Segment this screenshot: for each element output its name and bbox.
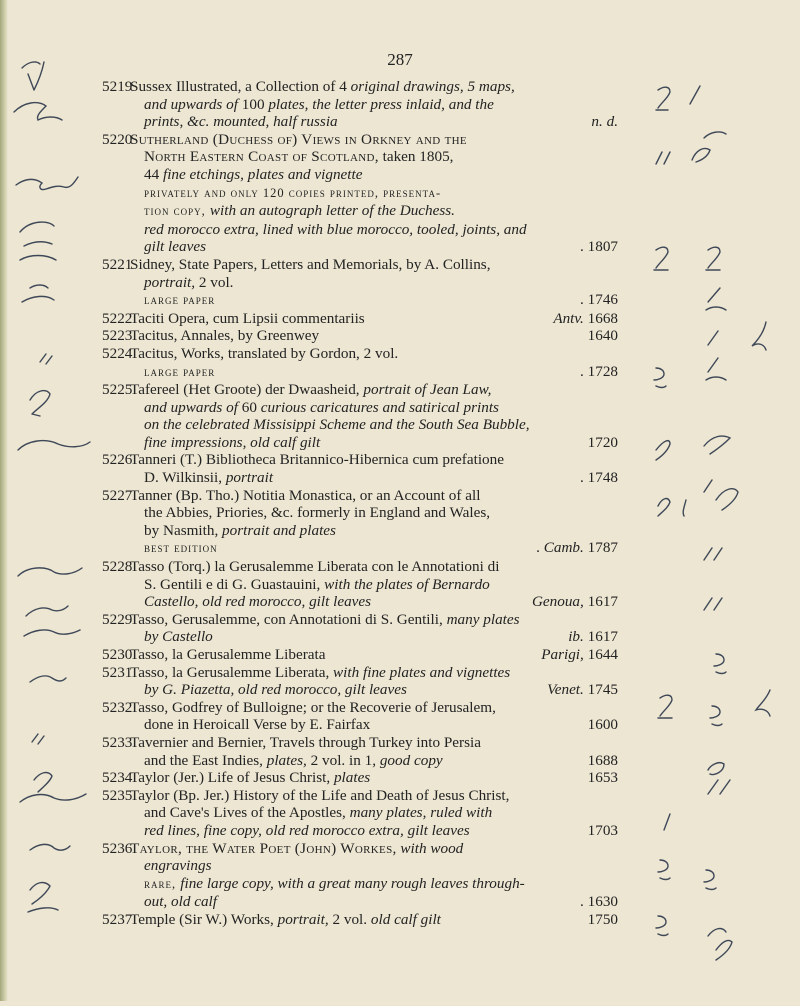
entry-text-segment: Tasso, Gerusalemme, con Annotationi di S. Gentili,	[130, 610, 447, 628]
entry-text-segment: Antv.	[553, 309, 588, 327]
entry-line	[130, 752, 618, 770]
entry-text-segment: Camb.	[543, 539, 588, 557]
entry-text-segment: . 1748	[580, 469, 618, 487]
description	[144, 593, 371, 611]
catalogue-listing	[102, 78, 618, 929]
description	[130, 487, 480, 505]
entry-text-segment: . 1728	[580, 362, 618, 380]
entry-line	[130, 327, 618, 345]
entry-text-segment: fine etchings, plates and vignette	[162, 165, 363, 183]
entry-text-segment: Tasso, la Gerusalemme Liberata	[130, 646, 326, 663]
entry-text-segment: and upwards of	[144, 398, 242, 416]
lot-number: 5221	[102, 255, 133, 273]
entry-text-segment: 1703	[587, 821, 618, 839]
entry-text-segment: Tasso, la Gerusalemme Liberata,	[130, 663, 334, 681]
imprint-date	[580, 327, 618, 345]
entry-text-segment: engravings	[144, 857, 212, 875]
catalogue-entry	[102, 487, 618, 558]
description	[130, 310, 365, 328]
entry-line	[130, 238, 618, 256]
imprint-date	[572, 291, 618, 310]
entry-line	[130, 576, 618, 594]
entry-text-segment: Castello, old red morocco, gilt leaves	[144, 593, 372, 611]
catalogue-entry	[102, 327, 618, 345]
imprint-date	[572, 469, 618, 487]
entry-line	[130, 96, 618, 114]
entry-text-segment: 1668	[587, 309, 618, 327]
catalogue-entry	[102, 558, 618, 611]
entry-text-segment: and Cave's Lives of the Apostles,	[144, 804, 350, 822]
entry-text-segment: fine impressions, old calf gilt	[144, 433, 321, 451]
entry-text-segment: 2 vol.	[332, 910, 371, 928]
catalogue-entry	[102, 78, 618, 131]
entry-line	[130, 148, 618, 166]
entry-text-segment: .	[536, 539, 544, 557]
entry-line	[130, 504, 618, 522]
lot-number: 5223	[102, 327, 133, 345]
description	[130, 327, 319, 345]
entry-line	[130, 363, 618, 382]
entry-text-segment: old calf gilt	[370, 910, 441, 928]
description	[144, 113, 338, 131]
imprint-date	[572, 363, 618, 382]
entry-line	[130, 310, 618, 328]
entry-line	[130, 911, 618, 929]
catalogue-entry	[102, 787, 618, 840]
description	[130, 611, 520, 629]
handwritten-prices	[620, 0, 800, 1001]
entry-text-segment: plates, the letter press inlaid, and the	[268, 95, 494, 113]
entry-text-segment: Tasso, Godfrey of Bulloigne; or the Recoverie of Jerusalem,	[130, 698, 496, 716]
entry-text-segment: Tasso (Torq.) la Gerusalemme Liberata con le Annotationi di	[130, 558, 500, 576]
entry-line	[130, 716, 618, 734]
entry-text-segment: Tacitus, Annales, by Greenwey	[130, 327, 320, 345]
entry-line	[130, 381, 618, 399]
entry-line	[130, 399, 618, 417]
description	[130, 78, 515, 96]
entry-text-segment: red morocco extra, lined with blue morocco, tooled, joints, and	[144, 220, 527, 238]
description	[144, 469, 273, 487]
catalogue-entry	[102, 611, 618, 646]
imprint-date	[533, 646, 618, 664]
catalogue-entry	[102, 381, 618, 451]
entry-line	[130, 664, 618, 682]
description	[144, 184, 441, 203]
entry-text-segment: by G. Piazetta, old red morocco, gilt leaves	[144, 681, 407, 699]
entry-line	[130, 857, 618, 875]
entry-line	[130, 558, 618, 576]
lot-number: 5235	[102, 786, 133, 804]
catalogue-entry	[102, 734, 618, 769]
entry-text-segment: Genoua,	[531, 593, 588, 611]
entry-text-segment: by Castello	[144, 628, 213, 646]
entry-text-segment: 1600	[587, 716, 618, 734]
imprint-date	[580, 769, 618, 787]
entry-text-segment: best edition	[144, 541, 218, 556]
catalogue-entry	[102, 310, 618, 328]
description	[144, 202, 455, 221]
entry-text-segment: portrait and plates	[222, 521, 336, 539]
entry-text-segment: portrait,	[144, 273, 199, 291]
lot-number: 5224	[102, 344, 133, 362]
entry-text-segment: Venet.	[547, 681, 588, 699]
entry-text-segment: 1688	[587, 751, 618, 769]
entry-text-segment: gilt leaves	[144, 238, 206, 256]
lot-number: 5230	[102, 646, 133, 663]
entry-text-segment: tion copy,	[144, 204, 210, 219]
description	[144, 628, 213, 646]
lot-number: 5231	[102, 663, 133, 681]
entry-text-segment: 2 vol. in 1,	[310, 751, 380, 769]
entry-text-segment: many plates, ruled with	[349, 804, 493, 822]
lot-number: 5227	[102, 486, 133, 504]
entry-text-segment: Taylor (Jer.) Life of Jesus Christ,	[130, 769, 334, 787]
entry-line	[130, 416, 618, 434]
imprint-date	[580, 822, 618, 840]
entry-line	[130, 681, 618, 699]
catalogue-entry	[102, 911, 618, 929]
entry-text-segment: 1617	[587, 593, 618, 611]
catalogue-entry	[102, 131, 618, 256]
description	[144, 804, 492, 822]
entry-text-segment: Taylor, the Water Poet (John) Workes,	[130, 839, 397, 857]
catalogue-entry	[102, 840, 618, 911]
imprint-date	[524, 593, 618, 611]
description	[144, 148, 453, 166]
entry-text-segment: portrait,	[277, 910, 333, 928]
entry-text-segment: 44	[144, 165, 163, 183]
imprint-date	[572, 893, 618, 911]
entry-text-segment: . 1746	[580, 291, 618, 309]
imprint-date	[580, 911, 618, 929]
entry-line	[130, 131, 618, 149]
description	[144, 416, 530, 434]
lot-number: 5229	[102, 610, 133, 628]
entry-line	[130, 166, 618, 184]
entry-line	[130, 434, 618, 452]
imprint-date	[583, 113, 618, 131]
entry-text-segment: and upwards of	[144, 95, 242, 113]
entry-line	[130, 113, 618, 131]
description	[130, 911, 441, 929]
imprint-date	[572, 238, 618, 256]
imprint-date	[528, 539, 618, 558]
entry-text-segment: rare,	[144, 876, 181, 891]
entry-line	[130, 487, 618, 505]
description	[144, 576, 490, 594]
lot-number: 5234	[102, 769, 133, 787]
entry-line	[130, 804, 618, 822]
entry-text-segment: many plates	[446, 610, 520, 628]
description	[130, 646, 325, 664]
entry-text-segment: with fine plates and vignettes	[333, 663, 511, 681]
description	[144, 363, 215, 382]
entry-text-segment: ib.	[568, 628, 588, 646]
entry-line	[130, 611, 618, 629]
entry-text-segment: 1644	[587, 646, 618, 663]
entry-text-segment: Sidney, State Papers, Letters and Memorials, by A. Collins,	[130, 255, 491, 273]
catalogue-entry	[102, 646, 618, 664]
description	[130, 451, 504, 469]
description	[144, 681, 407, 699]
description	[144, 274, 233, 292]
imprint-date	[560, 628, 618, 646]
entry-line	[130, 646, 618, 664]
lot-number: 5232	[102, 698, 133, 716]
entry-text-segment: plates,	[266, 751, 311, 769]
entry-line	[130, 593, 618, 611]
entry-text-segment: taken 1805,	[378, 148, 454, 166]
catalogue-entry	[102, 256, 618, 310]
entry-text-segment: Sutherland (Duchess of) Views in Orkney and the	[130, 130, 467, 148]
entry-text-segment: . 1807	[580, 238, 618, 256]
entry-line	[130, 840, 618, 858]
entry-line	[130, 184, 618, 203]
entry-text-segment: by Nasmith,	[144, 521, 223, 539]
entry-text-segment: Temple (Sir W.) Works,	[130, 910, 278, 928]
entry-line	[130, 539, 618, 558]
entry-line	[130, 78, 618, 96]
entry-line	[130, 893, 618, 911]
entry-line	[130, 787, 618, 805]
entry-text-segment: North Eastern Coast of Scotland,	[144, 148, 379, 166]
entry-line	[130, 522, 618, 540]
entry-line	[130, 469, 618, 487]
entry-text-segment: D. Wilkinsii,	[144, 469, 226, 487]
handwritten-buyer-names	[0, 0, 100, 1001]
entry-text-segment: privately and only 120 copies printed, presenta-	[144, 185, 442, 200]
entry-text-segment: Parigi,	[541, 646, 588, 663]
catalogue-entry	[102, 451, 618, 486]
entry-text-segment: Taylor (Bp. Jer.) History of the Life and Death of Jesus Christ,	[130, 786, 510, 804]
entry-text-segment: portrait	[225, 469, 274, 487]
entry-text-segment: with wood	[396, 839, 464, 857]
description	[130, 699, 496, 717]
description	[144, 291, 215, 310]
lot-number: 5228	[102, 558, 133, 576]
entry-text-segment: and the East Indies,	[144, 751, 267, 769]
lot-number: 5225	[102, 381, 133, 399]
entry-line	[130, 875, 618, 894]
imprint-date	[580, 434, 618, 452]
entry-text-segment: Taciti Opera, cum Lipsii commentariis	[130, 309, 365, 327]
entry-line	[130, 221, 618, 239]
entry-text-segment: . 1630	[580, 893, 618, 911]
description	[144, 522, 336, 540]
entry-text-segment: the Abbies, Priories, &c. formerly in England and Wales,	[144, 504, 491, 522]
description	[144, 752, 443, 770]
description	[130, 558, 499, 576]
imprint-date	[580, 716, 618, 734]
entry-text-segment: 1617	[587, 628, 618, 646]
entry-text-segment: 1750	[587, 910, 618, 928]
imprint-date	[545, 310, 618, 328]
description	[144, 893, 217, 911]
entry-line	[130, 256, 618, 274]
entry-line	[130, 345, 618, 363]
description	[144, 875, 525, 894]
entry-line	[130, 734, 618, 752]
catalogue-entry	[102, 769, 618, 787]
entry-line	[130, 699, 618, 717]
description	[144, 399, 499, 417]
entry-text-segment: Tanneri (T.) Bibliotheca Britannico-Hibernica cum prefatione	[130, 451, 504, 469]
entry-text-segment: 100	[241, 95, 269, 113]
description	[144, 238, 206, 256]
entry-text-segment: red lines, fine copy, old red morocco extra, gilt leaves	[144, 821, 470, 839]
entry-text-segment: with an autograph letter of the Duchess.	[209, 202, 455, 220]
description	[130, 131, 467, 149]
entry-text-segment: 1653	[587, 769, 618, 787]
catalogue-entry	[102, 699, 618, 734]
entry-text-segment: prints, &c. mounted, half russia	[144, 113, 338, 131]
entry-text-segment: Tavernier and Bernier, Travels through Turkey into Persia	[130, 733, 481, 751]
description	[144, 716, 370, 734]
description	[130, 256, 491, 274]
entry-text-segment: out, old calf	[144, 893, 217, 911]
description	[144, 504, 490, 522]
entry-text-segment: with the plates of Bernardo	[324, 575, 490, 593]
description	[130, 787, 509, 805]
entry-text-segment: Sussex Illustrated, a Collection of 4	[130, 78, 351, 95]
imprint-date	[539, 681, 618, 699]
lot-number: 5233	[102, 733, 133, 751]
entry-text-segment: 1640	[587, 327, 618, 345]
entry-text-segment: original drawings, 5 maps,	[350, 78, 515, 95]
entry-line	[130, 822, 618, 840]
page-number: 287	[387, 50, 413, 69]
entry-text-segment: curious caricatures and satirical prints	[260, 398, 499, 416]
entry-text-segment: Tanner (Bp. Tho.) Notitia Monastica, or an Account of all	[130, 486, 481, 504]
lot-number: 5236	[102, 839, 133, 857]
entry-line	[130, 291, 618, 310]
description	[130, 381, 491, 399]
catalogue-entry	[102, 345, 618, 381]
entry-line	[130, 274, 618, 292]
description	[130, 769, 370, 787]
description	[144, 221, 527, 239]
entry-text-segment: large paper	[144, 293, 216, 308]
lot-number: 5222	[102, 309, 133, 327]
entry-text-segment: on the celebrated Missisippi Scheme and the South Sea Bubble,	[144, 416, 530, 434]
entry-line	[130, 769, 618, 787]
description	[130, 664, 510, 682]
entry-line	[130, 202, 618, 221]
entry-text-segment: fine large copy, with a great many rough leaves through-	[180, 874, 525, 892]
entry-text-segment: portrait of Jean Law,	[363, 381, 492, 399]
description	[130, 345, 398, 363]
description	[144, 822, 470, 840]
lot-number: 5220	[102, 130, 133, 148]
entry-text-segment: 60	[241, 398, 261, 416]
description	[144, 539, 218, 558]
description	[144, 434, 320, 452]
catalogue-entry	[102, 664, 618, 699]
entry-text-segment: plates	[333, 769, 371, 787]
entry-line	[130, 451, 618, 469]
entry-text-segment: good copy	[379, 751, 443, 769]
description	[130, 734, 481, 752]
description	[144, 166, 362, 184]
entry-text-segment: 2 vol.	[198, 273, 234, 291]
entry-text-segment: S. Gentili e di G. Guastauini,	[144, 575, 325, 593]
lot-number: 5226	[102, 451, 133, 469]
entry-text-segment: Tacitus, Works, translated by Gordon, 2 vol.	[130, 344, 399, 362]
lot-number: 5237	[102, 910, 133, 928]
entry-text-segment: done in Heroicall Verse by E. Fairfax	[144, 716, 371, 734]
entry-text-segment: large paper	[144, 364, 216, 379]
description	[144, 857, 212, 875]
entry-text-segment: Tafereel (Het Groote) der Dwaasheid,	[130, 381, 364, 399]
imprint-date	[580, 752, 618, 770]
entry-text-segment: 1787	[587, 539, 618, 557]
lot-number: 5219	[102, 78, 133, 95]
entry-text-segment: n. d.	[591, 113, 618, 131]
entry-text-segment: 1720	[587, 433, 618, 451]
description	[144, 96, 494, 114]
description	[130, 840, 463, 858]
entry-text-segment: 1745	[587, 681, 618, 699]
entry-line	[130, 628, 618, 646]
